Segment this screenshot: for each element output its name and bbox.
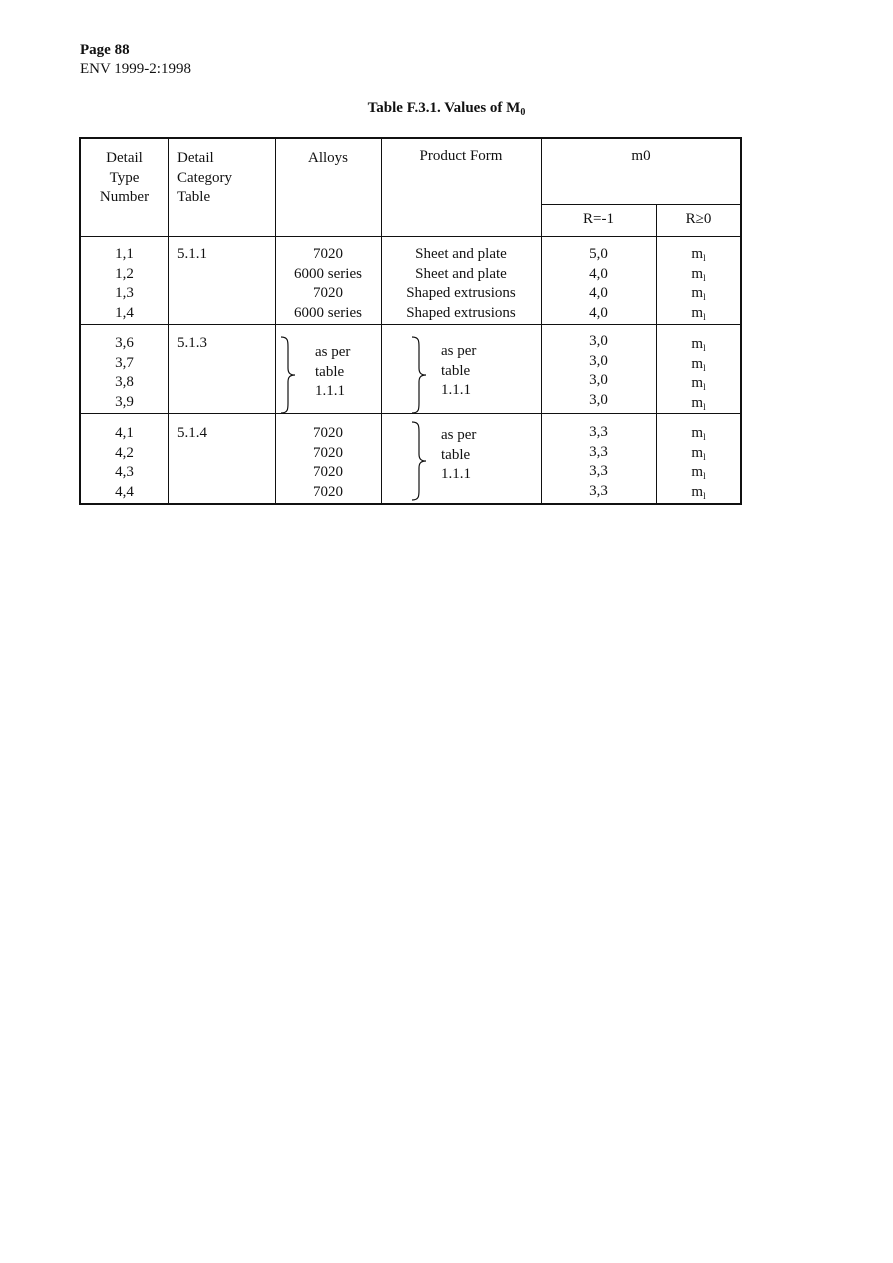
group3-type-numbers <box>81 424 168 502</box>
reference-line: 1.1.1 <box>441 466 471 482</box>
group3-m-r-neg1 <box>541 423 656 501</box>
group2-type-numbers <box>81 334 168 412</box>
m0-value: 4,0 <box>589 304 608 321</box>
m-value: $m_l$ <box>691 394 706 412</box>
m0-value: 4,0 <box>589 285 608 301</box>
product-form-cell: Shaped extrusions <box>406 304 516 321</box>
table-title-subscript: 0 <box>520 107 526 118</box>
m0-value: 4,0 <box>589 265 608 282</box>
right-brace-icon <box>410 420 430 502</box>
reference-line: table <box>315 363 345 380</box>
header-product-form: Product Form <box>419 148 503 164</box>
product-form-cell: Sheet and plate <box>415 246 507 262</box>
alloy-cell: 7020 <box>313 425 343 441</box>
header-line: Type <box>109 169 140 186</box>
m-value: $m_l$ <box>691 483 706 501</box>
group2-m-r-neg1 <box>541 332 656 410</box>
group2-alloys-ref <box>315 343 350 402</box>
header-detail-type <box>81 149 168 208</box>
reference-line: 1.1.1 <box>315 383 345 399</box>
header-m0: m0 <box>631 148 651 164</box>
type-number: 4,4 <box>115 483 134 500</box>
reference-line: table <box>441 362 471 379</box>
m-value: $m_l$ <box>691 246 706 263</box>
type-number: 4,3 <box>115 464 134 480</box>
type-number: 1,3 <box>115 285 134 301</box>
alloy-cell: 7020 <box>313 285 343 301</box>
m0-value: 5,0 <box>589 246 608 262</box>
group1-m-r-ge0 <box>656 245 741 323</box>
alloy-cell: 6000 series <box>294 265 362 282</box>
alloy-cell: 7020 <box>313 464 343 480</box>
alloy-cell: 7020 <box>313 444 343 461</box>
m-value: $m_l$ <box>691 425 706 442</box>
group1-category: 5.1.1 <box>177 246 207 262</box>
table-title <box>0 99 893 119</box>
alloy-cell: 7020 <box>313 483 343 500</box>
page-header <box>80 41 191 79</box>
grid-line <box>168 139 169 503</box>
header-line: Number <box>99 189 150 205</box>
alloy-cell: 7020 <box>313 246 343 262</box>
header-line: Detail <box>106 150 143 166</box>
type-number: 3,7 <box>115 354 134 371</box>
reference-line: 1.1.1 <box>441 382 471 398</box>
type-number: 3,9 <box>115 393 134 410</box>
header-line: Detail <box>177 150 214 166</box>
m-value: $m_l$ <box>691 285 706 302</box>
header-detail-category <box>177 149 232 208</box>
m-value: $m_l$ <box>691 265 706 283</box>
group1-alloys <box>275 245 381 323</box>
type-number: 1,2 <box>115 265 134 282</box>
m-value: $m_l$ <box>691 355 706 373</box>
group3-product-ref <box>441 426 476 485</box>
m-value: $m_l$ <box>691 336 706 353</box>
header-r-ge0: R≥0 <box>685 211 712 227</box>
group1-product-forms <box>381 245 541 323</box>
right-brace-icon <box>279 335 299 415</box>
reference-line: table <box>441 446 471 463</box>
reference-line: as per <box>315 344 351 360</box>
m0-value: 3,0 <box>589 372 608 388</box>
grid-line <box>81 236 740 237</box>
reference-line: as per <box>441 343 477 359</box>
type-number: 1,4 <box>115 304 134 321</box>
right-brace-icon <box>410 335 430 415</box>
type-number: 3,6 <box>115 335 134 351</box>
values-table <box>79 137 742 505</box>
m0-value: 3,0 <box>589 391 608 408</box>
m0-value: 3,3 <box>589 482 608 499</box>
group3-m-r-ge0 <box>656 424 741 502</box>
product-form-cell: Sheet and plate <box>415 265 507 282</box>
header-line: Category <box>177 169 232 186</box>
group3-alloys <box>275 424 381 502</box>
type-number: 4,1 <box>115 425 134 441</box>
m0-value: 3,3 <box>589 424 608 440</box>
type-number: 4,2 <box>115 444 134 461</box>
header-line: Table <box>177 189 211 205</box>
product-form-cell: Shaped extrusions <box>406 285 516 301</box>
alloy-cell: 6000 series <box>294 304 362 321</box>
type-number: 1,1 <box>115 246 134 262</box>
group1-m-r-neg1 <box>541 245 656 323</box>
reference-line: as per <box>441 427 477 443</box>
group1-type-numbers <box>81 245 168 323</box>
group3-category: 5.1.4 <box>177 425 207 441</box>
header-r-neg1: R=-1 <box>583 211 614 227</box>
table-title-text: Table F.3.1. Values of M <box>367 100 521 116</box>
grid-line <box>541 204 740 205</box>
m0-value: 3,3 <box>589 463 608 479</box>
type-number: 3,8 <box>115 374 134 390</box>
m-value: $m_l$ <box>691 464 706 481</box>
standard-reference: ENV 1999-2:1998 <box>80 61 191 77</box>
m-value: $m_l$ <box>691 444 706 462</box>
header-alloys: Alloys <box>307 150 348 166</box>
grid-line <box>81 324 740 325</box>
group2-category: 5.1.3 <box>177 335 207 351</box>
group2-product-ref <box>441 342 476 401</box>
m0-value: 3,0 <box>589 333 608 349</box>
m0-value: 3,0 <box>589 352 608 369</box>
page-number: Page 88 <box>80 42 130 58</box>
group2-m-r-ge0 <box>656 335 741 413</box>
m0-value: 3,3 <box>589 443 608 460</box>
m-value: $m_l$ <box>691 375 706 392</box>
m-value: $m_l$ <box>691 304 706 322</box>
